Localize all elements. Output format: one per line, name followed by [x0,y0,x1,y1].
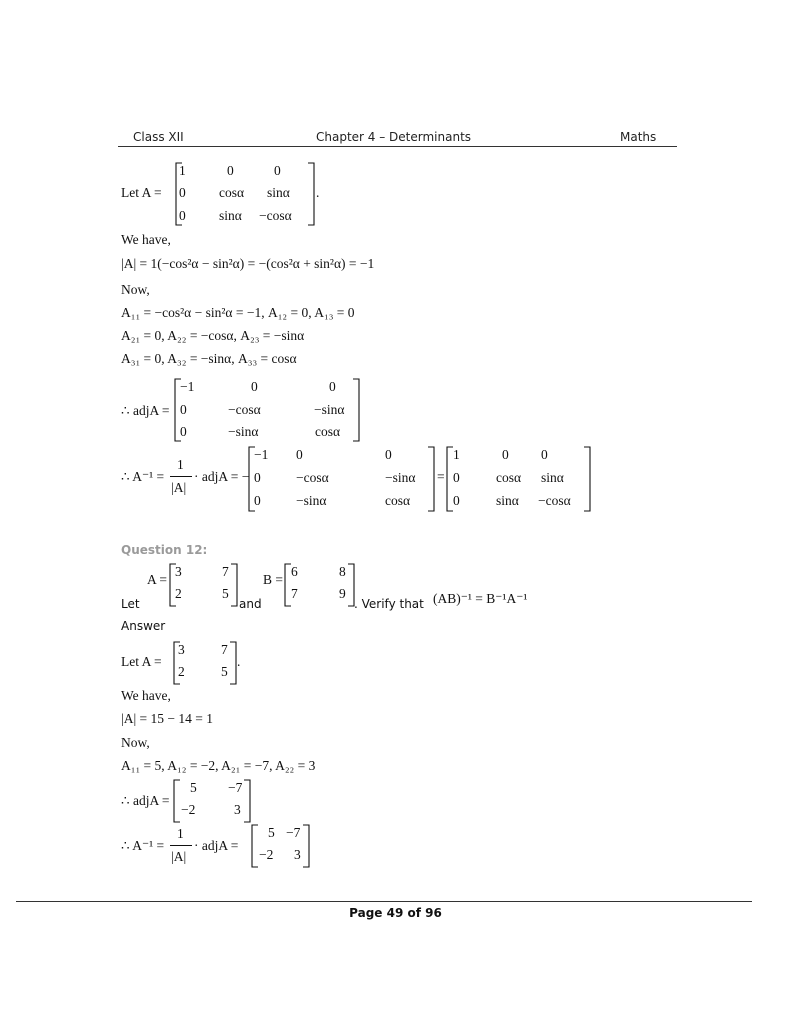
matrix-cell: 1 [453,447,460,462]
matrix-bracket-right [350,378,362,442]
matrix-cell: 6 [291,564,298,579]
matrix-cell: cosα [219,185,245,200]
block1-now: Now, [121,282,150,297]
matrix-cell: 0 [453,470,460,485]
block1-determinant: |A| = 1(−cos²α − sin²α) = −(cos²α + sin²α) = −1 [121,256,375,271]
block2-inverse-prefix: ∴ A⁻¹ = [121,838,165,853]
matrix-cell: −2 [181,802,196,817]
block1-cofactor-row2: A₂₁ = 0, A₂₂ = −cosα, A₂₃ = −sinα [121,328,305,343]
matrix-cell: −sinα [314,402,345,417]
fraction-numerator: 1 [177,826,184,841]
matrix-cell: −sinα [228,424,259,439]
matrix-cell: −cosα [228,402,261,417]
matrix-cell: 0 [254,470,261,485]
matrix-cell: 0 [502,447,509,462]
matrix-cell: 3 [178,642,185,657]
matrix-cell: 1 [179,163,186,178]
matrix-cell: −1 [180,379,195,394]
matrix-cell: sinα [541,470,564,485]
matrix-cell: cosα [385,493,411,508]
matrix-cell: 0 [254,493,261,508]
matrix-cell: 3 [175,564,182,579]
matrix-cell: 7 [222,564,229,579]
matrix-bracket-right [229,563,239,607]
matrix-cell: −2 [259,847,274,862]
question-and: and [239,597,262,611]
fraction-bar [170,476,192,477]
block1-let-label: Let A = [121,185,162,200]
matrix-cell: 0 [179,208,186,223]
block1-adj-label: ∴ adjA = [121,403,170,418]
fraction-numerator: 1 [177,457,184,472]
question-verify: . Verify that [354,597,424,611]
block2-we-have: We have, [121,688,171,703]
matrix-cell: 3 [234,802,241,817]
block2-let-label: Let A = [121,654,162,669]
matrix-cell: cosα [315,424,341,439]
matrix-cell: 0 [227,163,234,178]
footer-rule [16,901,752,902]
block2-period: . [237,654,241,669]
matrix-cell: 9 [339,586,346,601]
matrix-cell: 2 [178,664,185,679]
matrix-cell: 0 [453,493,460,508]
matrix-cell: 0 [329,379,336,394]
matrix-bracket-right [425,446,437,512]
block2-cofactors: A₁₁ = 5, A₁₂ = −2, A₂₁ = −7, A₂₂ = 3 [121,758,316,773]
matrix-cell: 0 [296,447,303,462]
block1-we-have: We have, [121,232,171,247]
matrix-cell: cosα [496,470,522,485]
matrix-cell: 5 [222,586,229,601]
question-A-label: A = [147,572,167,587]
matrix-cell: −7 [228,780,243,795]
matrix-cell: −cosα [259,208,292,223]
page-number: Page 49 of 96 [349,906,442,920]
question-title: Question 12: [121,543,208,557]
matrix-cell: 0 [385,447,392,462]
matrix-bracket-right [242,779,252,823]
matrix-bracket-right [581,446,593,512]
matrix-cell: 5 [221,664,228,679]
block1-inverse-mid: · adjA = − [194,469,250,484]
matrix-cell: 0 [251,379,258,394]
header-class: Class XII [133,130,184,144]
block2-determinant: |A| = 15 − 14 = 1 [121,711,213,726]
block2-now: Now, [121,735,150,750]
matrix-cell: 0 [541,447,548,462]
matrix-cell: sinα [219,208,242,223]
matrix-cell: 0 [180,424,187,439]
block1-inverse-equals: = [437,469,445,484]
matrix-cell: 0 [274,163,281,178]
matrix-cell: 2 [175,586,182,601]
header-subject: Maths [620,130,657,144]
matrix-cell: 7 [291,586,298,601]
matrix-cell: −sinα [296,493,327,508]
fraction-denominator: |A| [171,480,187,495]
matrix-cell: 0 [180,402,187,417]
block2-inverse-mid: · adjA = [194,838,239,853]
matrix-cell: 0 [179,185,186,200]
matrix-cell: sinα [267,185,290,200]
question-let: Let [121,597,140,611]
answer-label: Answer [121,619,166,633]
matrix-cell: −cosα [538,493,571,508]
matrix-cell: 5 [268,825,275,840]
matrix-cell: 5 [190,780,197,795]
matrix-cell: sinα [496,493,519,508]
matrix-cell: −1 [254,447,269,462]
matrix-cell: −7 [286,825,301,840]
matrix-cell: 8 [339,564,346,579]
block1-period: . [316,185,320,200]
fraction-bar [170,845,192,846]
fraction-denominator: |A| [171,849,187,864]
matrix-cell: −sinα [385,470,416,485]
matrix-cell: 3 [294,847,301,862]
matrix-bracket-right [301,824,311,868]
matrix-cell: 7 [221,642,228,657]
question-identity: (AB)⁻¹ = B⁻¹A⁻¹ [433,591,528,606]
question-B-label: B = [263,572,283,587]
header-chapter: Chapter 4 – Determinants [316,130,472,144]
header-rule [118,146,677,147]
block1-inverse-prefix: ∴ A⁻¹ = [121,469,165,484]
matrix-cell: −cosα [296,470,329,485]
block1-cofactor-row3: A₃₁ = 0, A₃₂ = −sinα, A₃₃ = cosα [121,351,297,366]
block2-adj-label: ∴ adjA = [121,793,170,808]
block1-cofactor-row1: A₁₁ = −cos²α − sin²α = −1, A₁₂ = 0, A₁₃ = 0 [121,305,355,320]
